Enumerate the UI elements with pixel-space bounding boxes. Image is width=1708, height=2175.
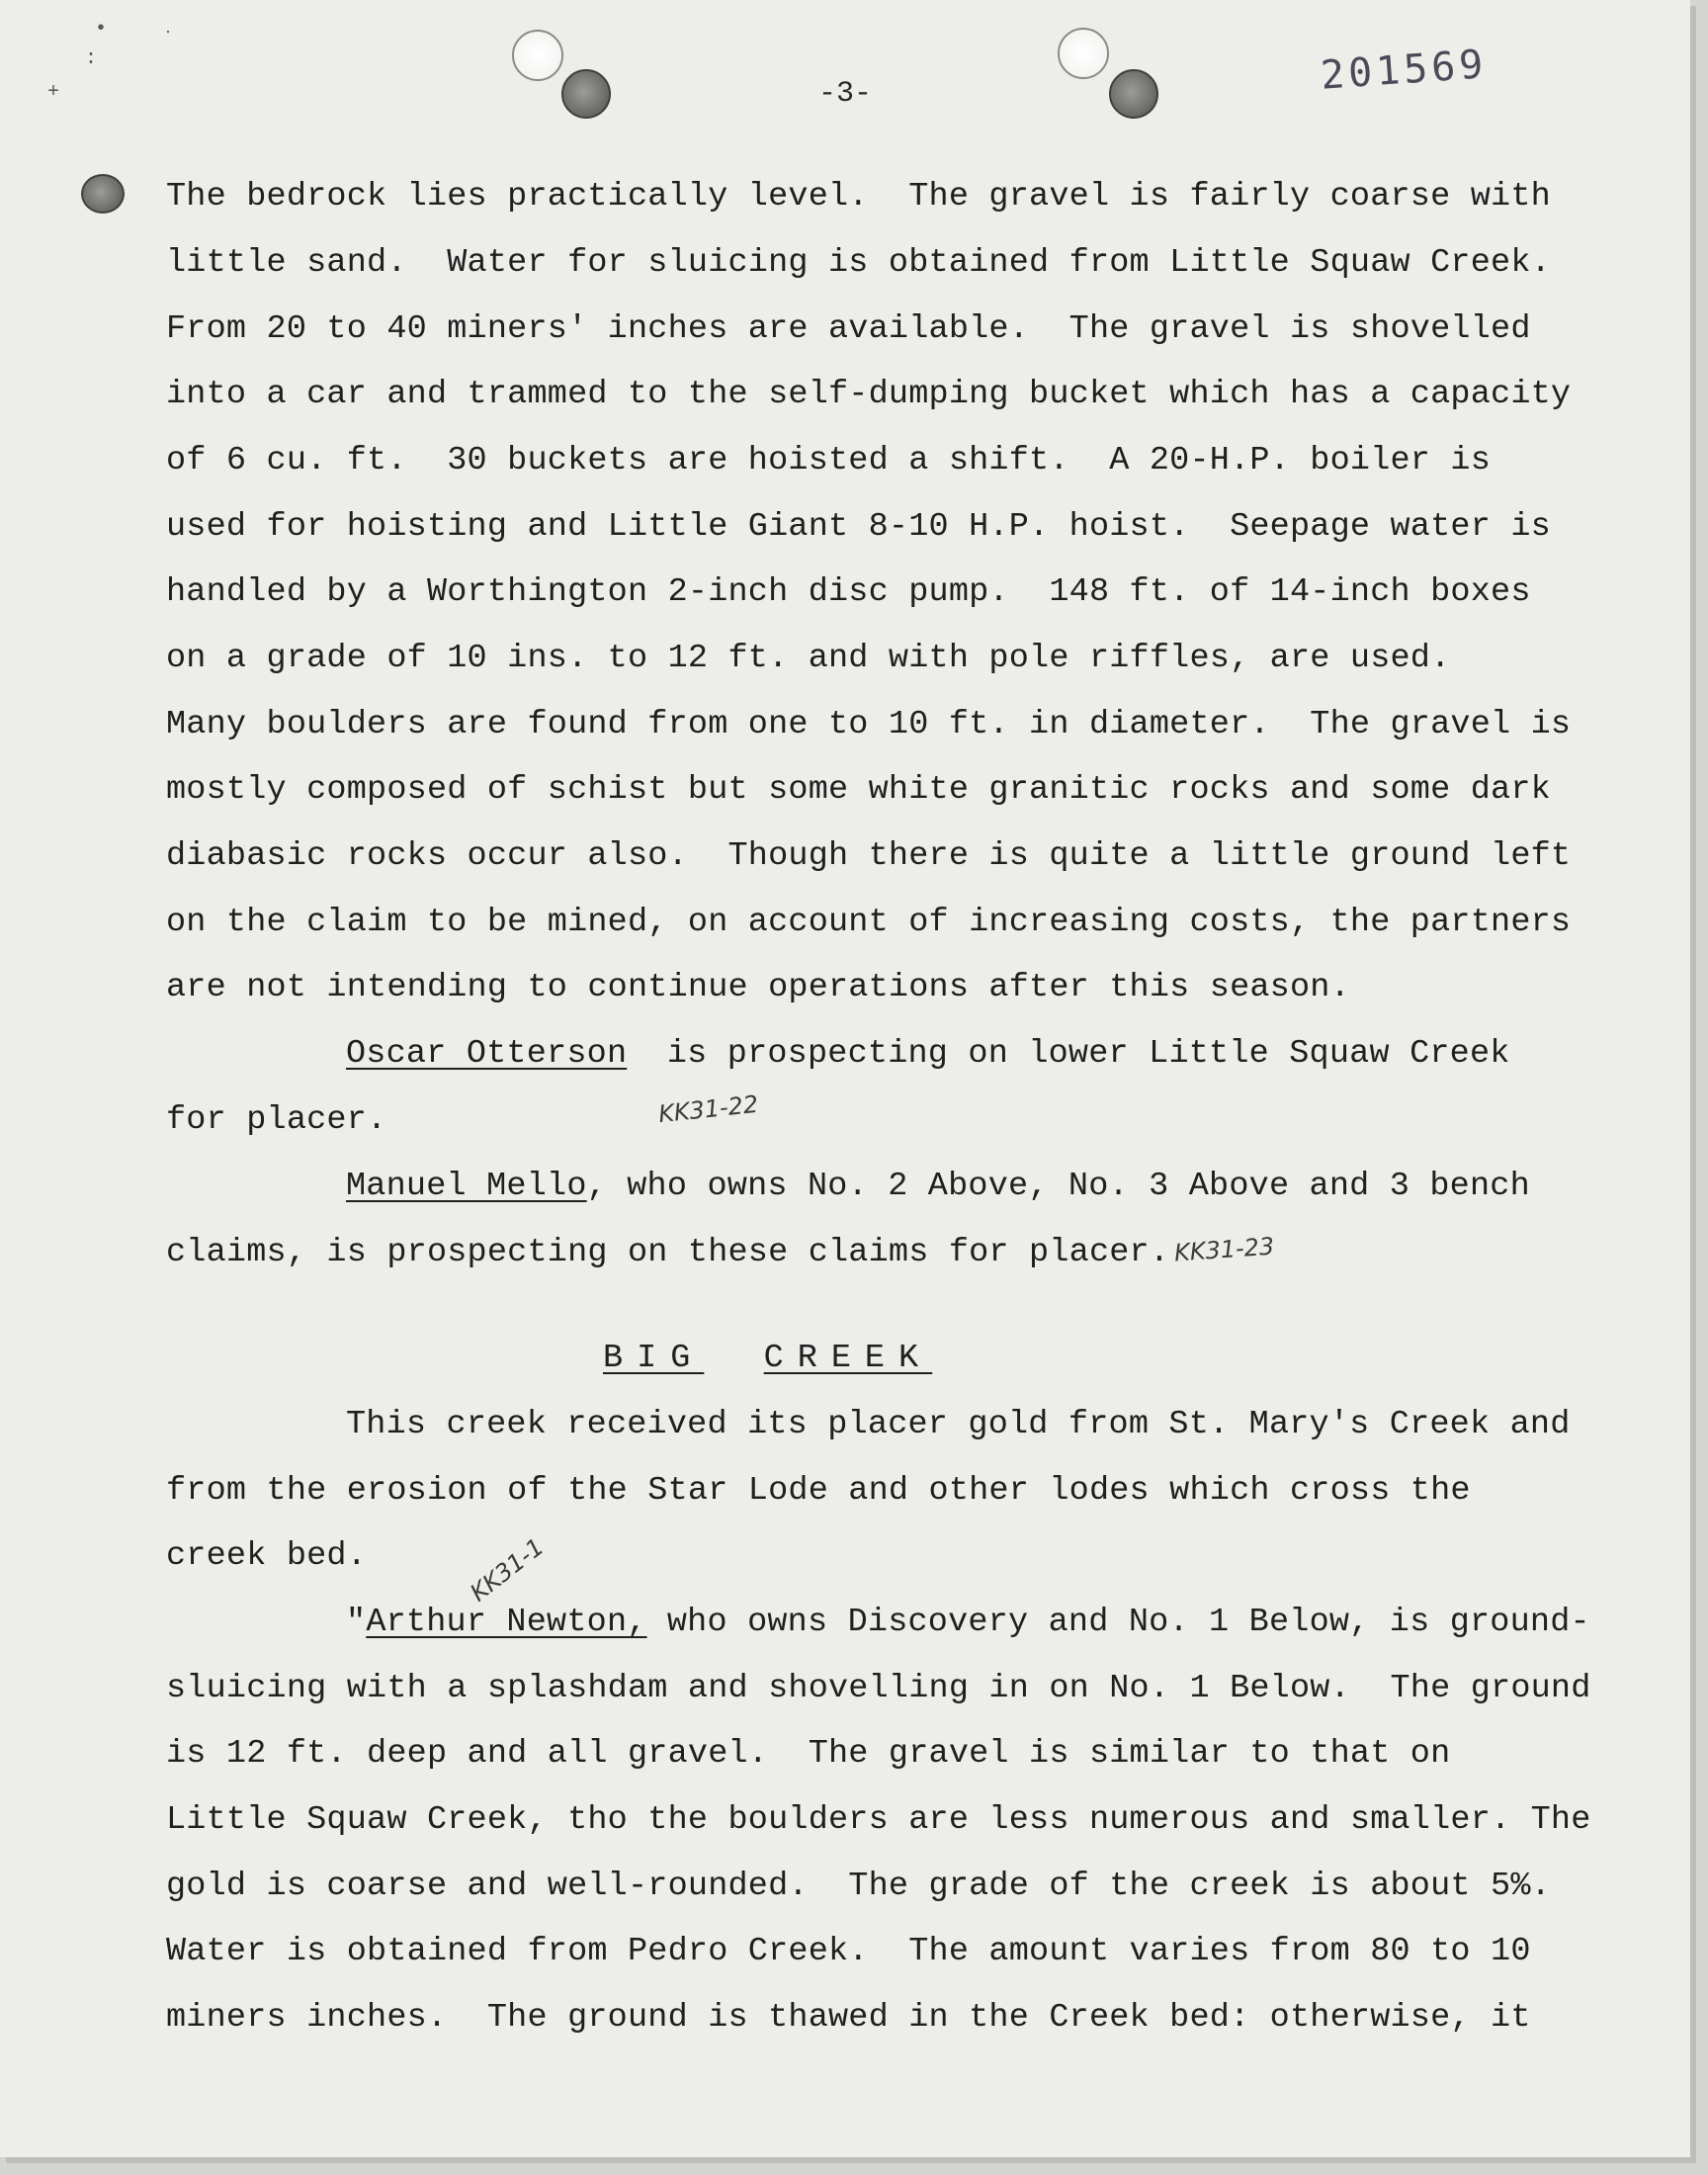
newton-text: who owns Discovery and No. 1 Below, is ground- [646,1604,1590,1641]
text-line: handled by a Worthington 2-inch disc pump. 148 ft. of 14-inch boxes [166,573,1531,611]
text-line: Little Squaw Creek, tho the boulders are less numerous and smaller. The [166,1801,1591,1839]
mello-paragraph [346,1168,1530,1205]
edge-speck: ˙ [162,30,175,52]
mello-name: Manuel Mello [346,1168,587,1205]
text-line: is 12 ft. deep and all gravel. The gravel is similar to that on [166,1735,1451,1773]
text-line: creek bed. [166,1537,368,1575]
text-line: The bedrock lies practically level. The gravel is fairly coarse with [166,178,1551,216]
punch-hole-right-top [1058,28,1109,79]
otterson-text: is prospecting on lower Little Squaw Creek [627,1035,1510,1073]
text-line: claims, is prospecting on these claims for placer. [166,1234,1170,1271]
text-line: from the erosion of the Star Lode and other lodes which cross the [166,1472,1471,1510]
edge-speck: • [95,18,108,41]
punch-hole-margin [81,174,125,214]
text-line: Many boulders are found from one to 10 ft. in diameter. The gravel is [166,706,1572,743]
handwritten-note: KK31-23 [1173,1232,1276,1267]
text-line: on a grade of 10 ins. to 12 ft. and with pole riffles, are used. [166,640,1451,677]
heading-word: CREEK [763,1340,933,1377]
otterson-name: Oscar Otterson [346,1035,628,1073]
section-heading [603,1340,932,1377]
text-line: on the claim to be mined, on account of increasing costs, the partners [166,904,1572,941]
heading-word: BIG [603,1340,705,1377]
text-line: From 20 to 40 miners' inches are available. The gravel is shovelled [166,310,1531,348]
page-number: -3- [818,77,873,111]
newton-name: Arthur Newton, [366,1604,647,1641]
edge-speck: : [85,47,98,70]
text-line: of 6 cu. ft. 30 buckets are hoisted a shift. A 20-H.P. boiler is [166,442,1492,479]
text-line: mostly composed of schist but some white granitic rocks and some dark [166,771,1551,809]
mello-text: , who owns No. 2 Above, No. 3 Above and 3 bench [586,1168,1530,1205]
handwritten-note: KK31-1 [465,1532,550,1608]
text-line: miners inches. The ground is thawed in the Creek bed: otherwise, it [166,1999,1531,2037]
document-stamp: 201569 [1319,42,1489,99]
text-line: Water is obtained from Pedro Creek. The amount varies from 80 to 10 [166,1933,1531,1970]
edge-speck: + [47,81,60,104]
punch-hole-right [1109,69,1158,119]
punch-hole-left [561,69,611,119]
text-line: sluicing with a splashdam and shovelling in on No. 1 Below. The ground [166,1670,1591,1707]
text-line: diabasic rocks occur also. Though there is quite a little ground left [166,837,1572,875]
text-line: are not intending to continue operations after this season. [166,969,1350,1006]
text-line: little sand. Water for sluicing is obtained from Little Squaw Creek. [166,244,1551,282]
otterson-paragraph [346,1035,1510,1073]
newton-paragraph: "Arthur Newton, who owns Discovery and No. 1 Below, is ground- [346,1604,1590,1641]
punch-hole-left-top [512,30,563,81]
text-line: gold is coarse and well-rounded. The grade of the creek is about 5%. [166,1868,1551,1905]
text-line: This creek received its placer gold from St. Mary's Creek and [346,1406,1571,1443]
text-line: used for hoisting and Little Giant 8-10 H.P. hoist. Seepage water is [166,508,1551,546]
handwritten-note: KK31-22 [656,1089,760,1129]
text-line: for placer. [166,1101,387,1139]
text-line: into a car and trammed to the self-dumping bucket which has a capacity [166,376,1572,413]
